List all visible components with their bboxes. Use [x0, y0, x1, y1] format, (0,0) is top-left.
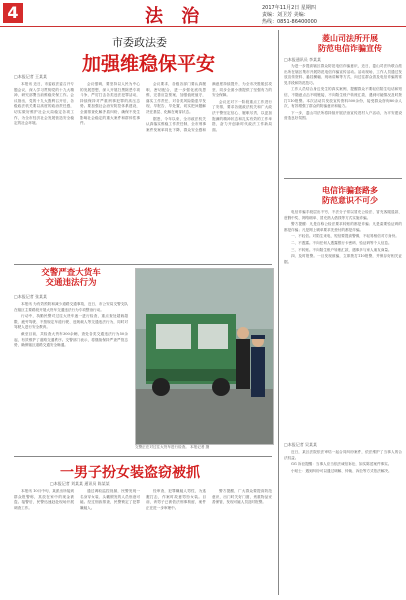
truck-byline: □本报记者 张某某 [14, 294, 48, 299]
lead-paragraph: 会议还对下一阶段重点工作进行了安排，要求各级政法机关和广大政法干警坚定信心、履职尽责，以更加饱满的精神状态和扎实有效的工作举措，奋力开创新时代政法工作新局面。 [212, 99, 272, 132]
section-divider [14, 264, 272, 265]
right-mid-paragraph: 三、不转账。不向陌生账户转账汇款，遇事多与家人朋友商量。 [291, 247, 392, 252]
right-bottom-paragraph: 近日，某区法院依法审结一起合同纠纷案件，依法维护了当事人的合法权益。 [284, 450, 402, 460]
right-top-body [284, 64, 402, 174]
date-line: 2017年11月2日 星期四 [262, 5, 316, 11]
right-bottom-paragraph: GG 诉讼提醒：当事人应当依法诚信诉讼，如实陈述案件事实。 [291, 462, 392, 467]
disguise-headline: 一男子扮女装盗窃被抓 [60, 465, 200, 481]
lead-paragraph: 据悉，今年以来，全市政法机关认真落实维稳工作责任制，全市刑事案件发案率同比下降，群众安全感和满意度持续提升，为全市决胜脱贫攻坚、同步全面小康提供了坚强有力的安全保障。 [146, 82, 272, 132]
section-divider [14, 456, 272, 457]
page-number: 4 [3, 3, 23, 23]
truck-inspection-photo [136, 269, 273, 444]
lead-body [14, 82, 272, 260]
lead-paragraph: 本报讯 近日，市委政法委召开专题会议，深入学习贯彻党的十九大精神，研究部署当前维稳安保工作。会议指出，党的十九大胜利召开后，各级政法机关要以高度的政治责任感，切实做好维护社会大局稳定各项工作，为全市经济社会发展营造安全稳定的社会环境。 [14, 82, 74, 126]
lead-byline: □本报记者 王某某 [14, 74, 48, 79]
right-mid-paragraph: 警方提醒：凡是自称公检法要求转账的都是诈骗；凡是索要验证码的都是诈骗；凡是网上刷单要求先垫付的都是诈骗。 [284, 222, 402, 232]
disguise-body [14, 489, 272, 595]
right-divider [284, 178, 402, 179]
page-header [0, 0, 406, 27]
truck-body [14, 302, 128, 452]
section-title: 法 治 [145, 6, 206, 27]
right-top-headline: 菱山司法所开展 防范电信诈骗宣传 [318, 33, 382, 53]
right-top-paragraph: 下一步，菱山司法所将持续开展法治宣传进村入户活动，为平安建设营造良好氛围。 [284, 110, 402, 121]
right-bottom-body [284, 450, 402, 595]
right-bottom-paragraph: 小贴士：遇到纠纷可以通过调解、仲裁、诉讼等方式依法解决。 [291, 468, 392, 473]
right-mid-headline: 电信诈骗套路多 防范意识不可少 [322, 185, 378, 205]
right-mid-body [284, 210, 402, 438]
right-mid-paragraph: 二、不透露。不向任何人透露银行卡密码、验证码等个人信息。 [291, 240, 392, 245]
right-bottom-byline: □本报记者 吴某某 [284, 442, 318, 447]
disguise-paragraph: 经审查，犯罪嫌疑人男性，为逃避打击，作案时故意男扮女装。目前，该男子已被依法刑事拘留，案件正在进一步审理中。 [146, 489, 206, 510]
lead-headline: 加强维稳保平安 [82, 53, 216, 75]
right-mid-paragraph: 电信诈骗手段层出不穷，不法分子常以冒充公检法、冒充客服退款、虚假中奖、网络刷单、冒充熟人借钱等方式实施诈骗。 [284, 210, 402, 220]
disguise-byline: □本报记者 刘某某 通讯员 陈某某 [50, 481, 110, 486]
lead-paragraph: 会议要求，各级各部门要认真履职、密切配合，进一步强化底线思维，完善应急预案，加强值班值守，落实工作责任，对各类风险隐患早发现、早报告、早处置，切实把问题解决在基层、化解在萌芽状态。 [146, 82, 206, 114]
column-divider [278, 30, 279, 595]
header-meta [262, 5, 402, 26]
right-mid-paragraph: 一、不轻信。对陌生来电、短信要提高警惕，不轻易相信对方身份。 [291, 234, 399, 239]
truck-paragraph: 本报讯 为有效预防和减少道路交通事故，近日，市公安局交警支队在辖区主要路段开展大货车交通违法行为专项整治行动。 [14, 302, 128, 312]
disguise-paragraph: 警方提醒，广大群众要提高防范意识，出门时关好门窗，贵重物品妥善保管，发现可疑人员及时报警。 [212, 489, 272, 505]
lead-kicker: 市委政法委 [112, 36, 167, 49]
truck-headline: 交警严查大货车 交通违法行为 [41, 268, 101, 288]
right-mid-paragraph: 四、及时报警。一旦发现被骗，立即拨打110报警，并保存好相关证据。 [284, 254, 402, 264]
disguise-paragraph: 通过调取监控视频，民警发现一名身穿女装、头戴假发的人员形迹可疑。经过细致排查，民警锁定了犯罪嫌疑人。 [80, 489, 140, 510]
truck-paragraph: 行动中，执勤民警对过往大货车逐一进行检查，重点查处超载超限、疲劳驾驶、不按规定车道行驶、违规载人等交通违法行为，同时对驾驶人进行安全教育。 [14, 314, 128, 330]
photo-caption: 交警正在对过往大货车进行检查。 本报记者 摄 [135, 445, 210, 449]
email-line: 热线：0851-86400000 [262, 19, 317, 25]
right-top-byline: □本报通讯员 李某某 [284, 57, 322, 62]
right-top-paragraph: 工作人员结合身边发生的真实案例，提醒群众不要轻信陌生电话和短信，不随意点击不明链接，不向陌生账户转账汇款，遇到可疑情况及时拨打110报警。本次活动共发放宣传资料500余份，接受群众咨询80余人次，有效增强了群众的防骗意识和能力。 [284, 87, 402, 109]
lead-paragraph: 会议强调，要坚持以人民为中心的发展思想，深入开展扫黑除恶专项斗争，严厉打击各类违法犯罪活动，持续保持对严重刑事犯罪的高压态势。要加强社会治安防控体系建设，全面排查化解矛盾纠纷，确保不发生影响社会稳定的重大案件和群体性事件。 [80, 82, 140, 126]
disguise-paragraph: 本报讯 10月中旬，某派出所接到群众报警称，其放在家中的现金被盗。接警后，民警迅速赶赴现场开展调查工作。 [14, 489, 74, 510]
right-top-paragraph: 为进一步提高辖区群众防范电信诈骗意识，近日，菱山司法所联合派出所在辖区集市开展防范电信诈骗宣传活动。活动现场，工作人员通过发放宣传资料、悬挂横幅、现场讲解等方式，向过往群众普及电信诈骗的常见手段和防范技巧。 [284, 64, 402, 85]
truck-paragraph: 截至目前，共检查大货车300余辆，查处各类交通违法行为50余起，有效维护了道路交通秩序。交警部门表示，将继续保持严查严管态势，确保辖区道路交通安全畅通。 [14, 331, 128, 348]
news-photo [135, 268, 274, 445]
editor-line: 责编：刘卫芳 美编： [262, 12, 309, 18]
